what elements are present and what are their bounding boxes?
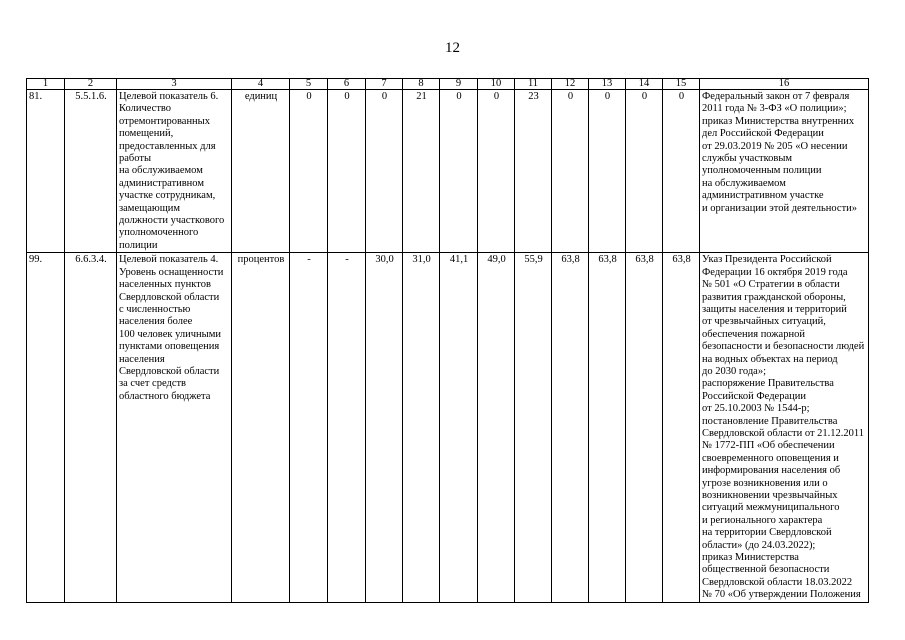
column-header: 9 xyxy=(440,79,478,90)
value-cell: 0 xyxy=(328,90,366,253)
row-number: 81. xyxy=(27,90,65,253)
indicator-name: Целевой показатель 4. Уровень оснащенности населенных пунктов Свердловской области с численностью населения более 100 человек уличными пунктами оповещения населения Свердловской области за счет средств областного бюджета xyxy=(117,253,232,602)
column-header: 8 xyxy=(403,79,440,90)
column-header: 1 xyxy=(27,79,65,90)
value-cell: 23 xyxy=(515,90,552,253)
value-cell: 0 xyxy=(589,90,626,253)
legal-source: Указ Президента Российской Федерации 16 октября 2019 года № 501 «О Стратегии в области развития гражданской обороны, защиты населения и территорий от чрезвычайных ситуаций, обеспечения пожарной безопасности и безопасности людей на водных объектах на период до 2030 года»; распоряжение Правительства Российской Федерации от 25.10.2003 № 1544-р; постановление Правительства Свердловской области от 21.12.2011 № 1772-ПП «Об обеспечении своевременного оповещения и информирования населения об угрозе возникновения или о возникновении чрезвычайных ситуаций межмуниципального и регионального характера на территории Свердловской области» (до 24.03.2022); приказ Министерства общественной безопасности Свердловской области 18.03.2022 № 70 «Об утверждении Положения xyxy=(700,253,869,602)
value-cell: 0 xyxy=(478,90,515,253)
value-cell: 30,0 xyxy=(366,253,403,602)
indicator-name: Целевой показатель 6. Количество отремонтированных помещений, предоставленных для работы на обслуживаемом административном участке сотрудникам, замещающим должности участкового уполномоченного полиции xyxy=(117,90,232,253)
column-header: 15 xyxy=(663,79,700,90)
column-header: 11 xyxy=(515,79,552,90)
value-cell: 49,0 xyxy=(478,253,515,602)
column-header: 16 xyxy=(700,79,869,90)
unit: единиц xyxy=(232,90,290,253)
column-header: 4 xyxy=(232,79,290,90)
legal-source: Федеральный закон от 7 февраля 2011 года № 3-ФЗ «О полиции»; приказ Министерства внутренних дел Российской Федерации от 29.03.2019 № 205 «О несении службы участковым уполномоченным полиции на обслуживаемом административном участке и организации этой деятельности» xyxy=(700,90,869,253)
column-header: 10 xyxy=(478,79,515,90)
value-cell: - xyxy=(290,253,328,602)
value-cell: 55,9 xyxy=(515,253,552,602)
row-number: 99. xyxy=(27,253,65,602)
table-header-row xyxy=(27,79,869,90)
value-cell: 0 xyxy=(366,90,403,253)
column-header: 2 xyxy=(65,79,117,90)
page-number: 12 xyxy=(445,40,460,56)
column-header: 12 xyxy=(552,79,589,90)
table-row xyxy=(27,253,869,602)
value-cell: 0 xyxy=(552,90,589,253)
table-row xyxy=(27,90,869,253)
value-cell: 63,8 xyxy=(663,253,700,602)
column-header: 5 xyxy=(290,79,328,90)
value-cell: 63,8 xyxy=(552,253,589,602)
indicator-table xyxy=(26,78,869,603)
column-header: 14 xyxy=(626,79,663,90)
value-cell: 41,1 xyxy=(440,253,478,602)
column-header: 13 xyxy=(589,79,626,90)
value-cell: 0 xyxy=(290,90,328,253)
row-code: 5.5.1.6. xyxy=(65,90,117,253)
value-cell: 21 xyxy=(403,90,440,253)
value-cell: 0 xyxy=(626,90,663,253)
column-header: 3 xyxy=(117,79,232,90)
value-cell: - xyxy=(328,253,366,602)
unit: процентов xyxy=(232,253,290,602)
value-cell: 31,0 xyxy=(403,253,440,602)
value-cell: 63,8 xyxy=(626,253,663,602)
column-header: 7 xyxy=(366,79,403,90)
value-cell: 0 xyxy=(440,90,478,253)
column-header: 6 xyxy=(328,79,366,90)
value-cell: 0 xyxy=(663,90,700,253)
value-cell: 63,8 xyxy=(589,253,626,602)
row-code: 6.6.3.4. xyxy=(65,253,117,602)
